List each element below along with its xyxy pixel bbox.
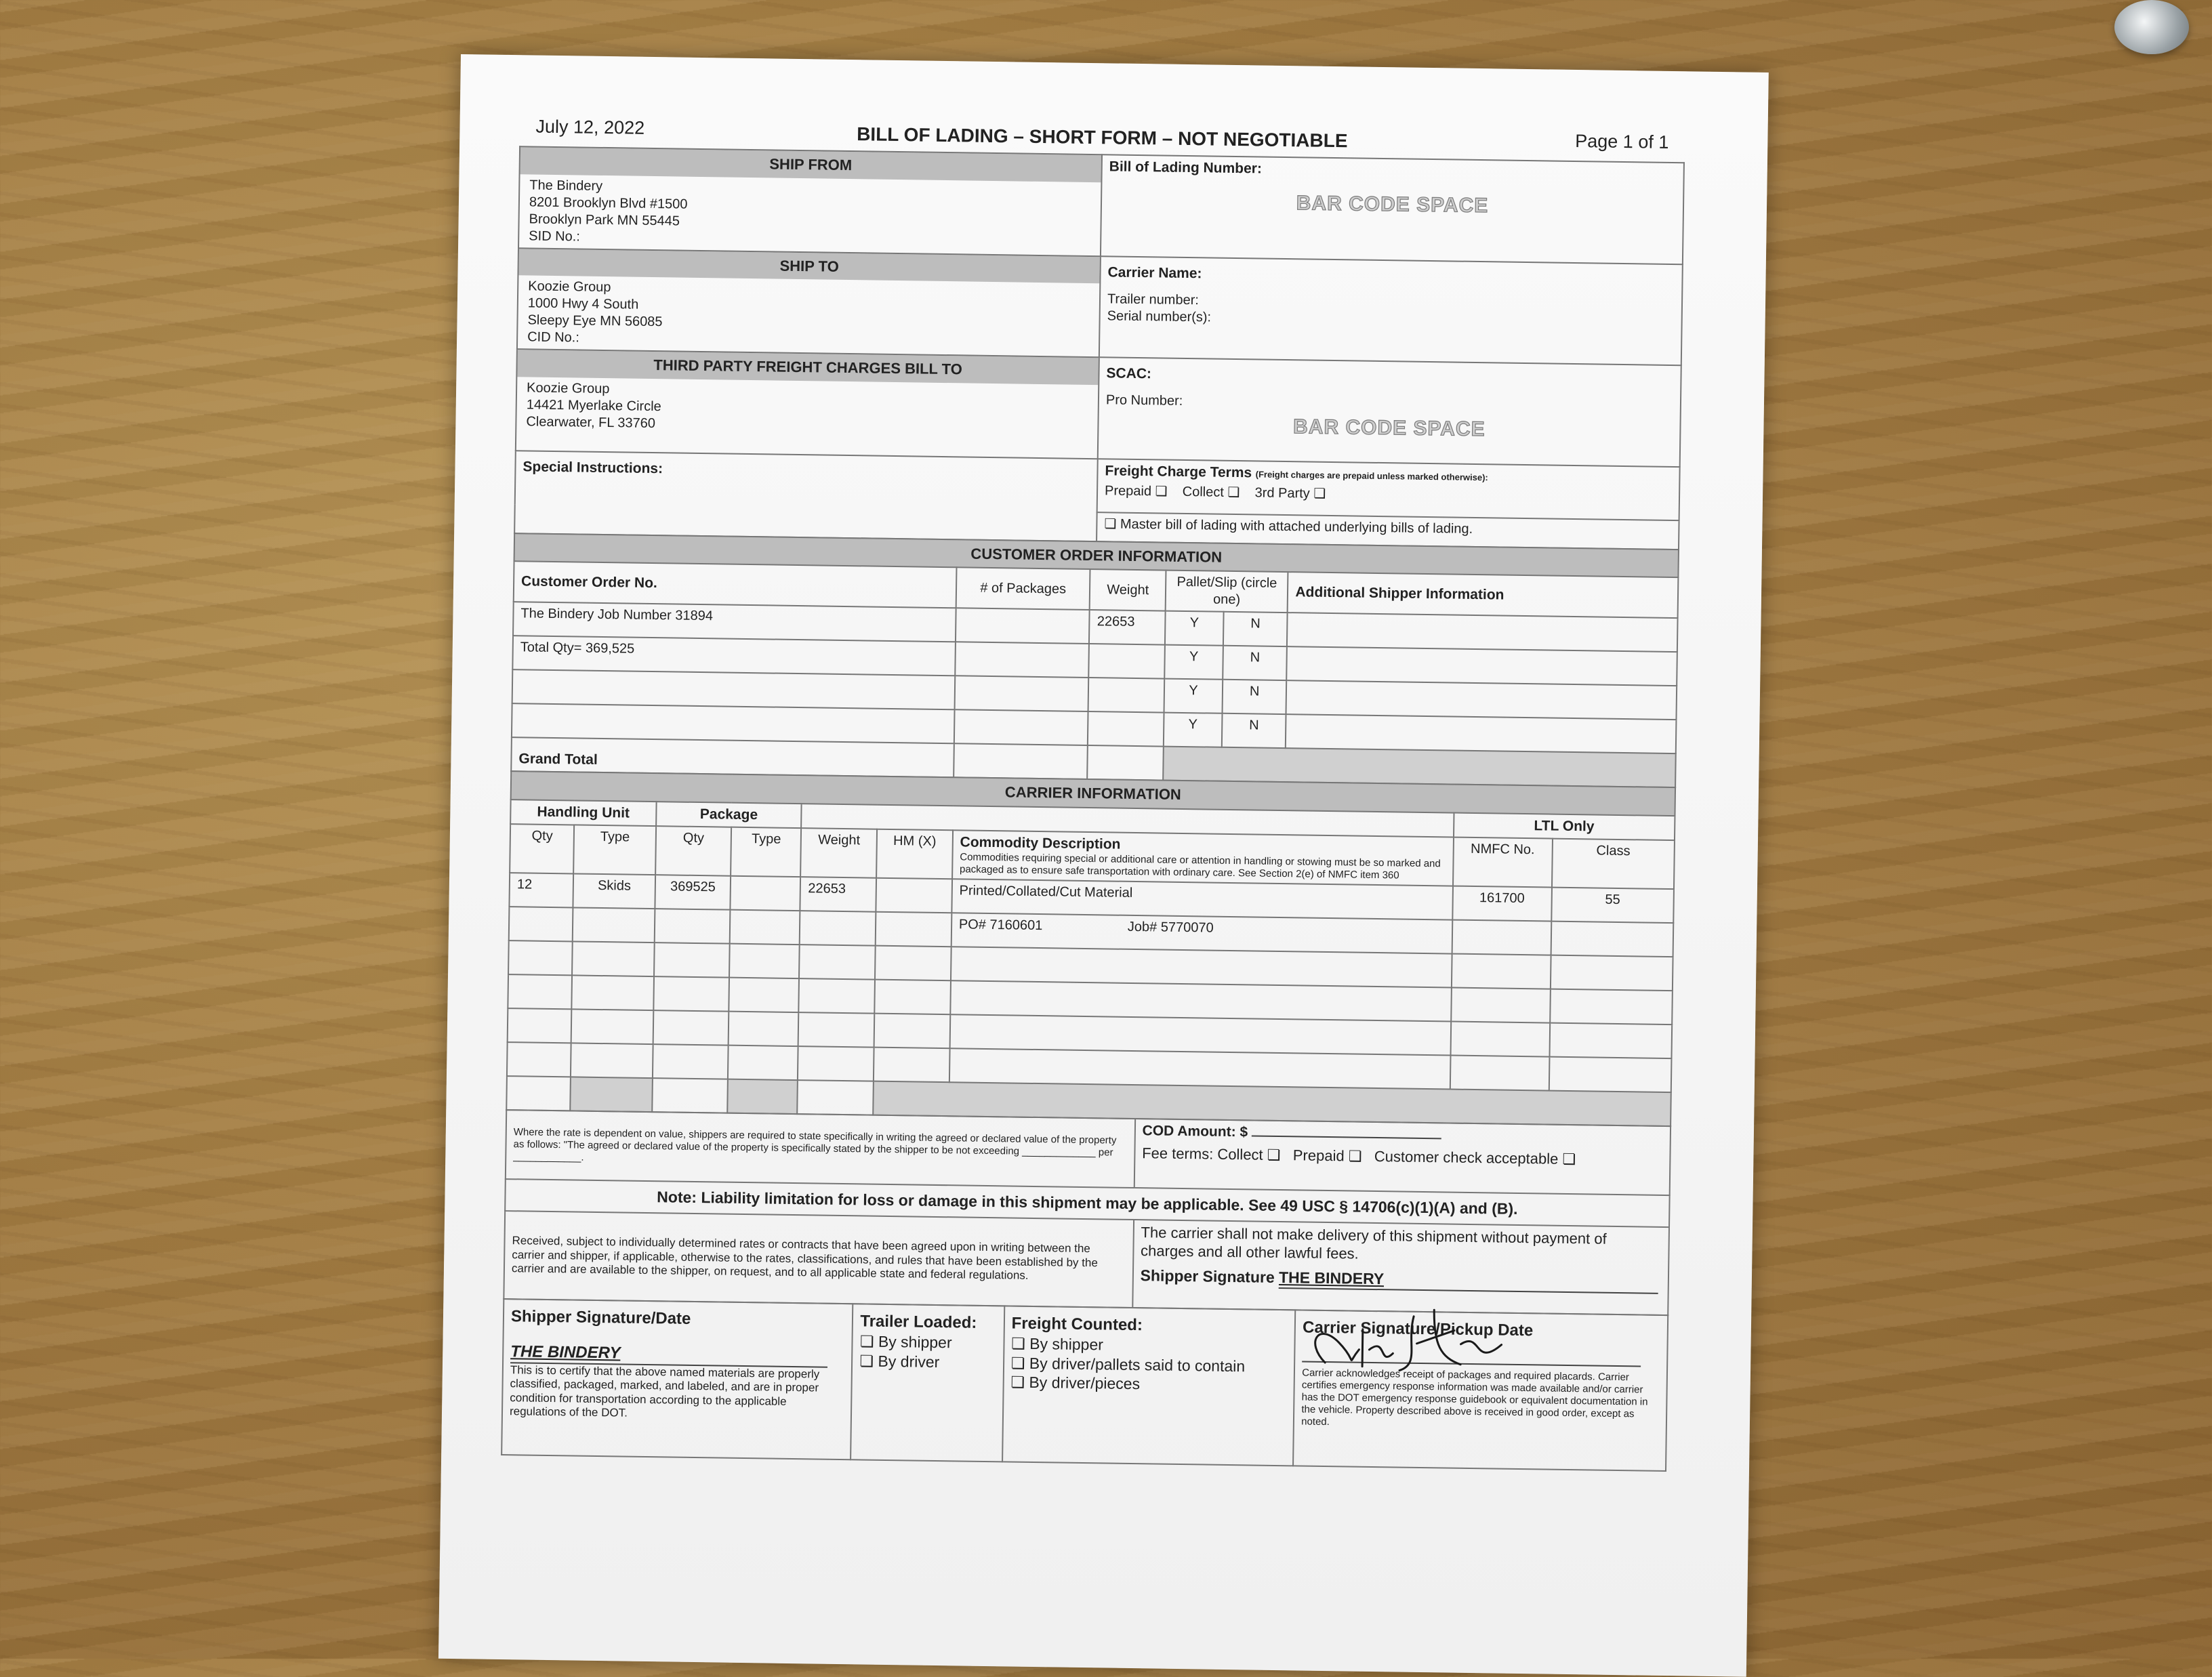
col-weight: Weight xyxy=(1090,569,1166,611)
handling-unit-header: Handling Unit xyxy=(510,800,656,826)
hu-type-header: Type xyxy=(574,825,656,875)
hu-type-cell: Skids xyxy=(573,873,655,909)
hm-cell xyxy=(876,878,952,913)
third-party-line: 14421 Myerlake Circle xyxy=(526,396,661,414)
ship-to-line: Sleepy Eye MN 56085 xyxy=(527,312,663,330)
bol-barcode-space: BAR CODE SPACE xyxy=(1296,192,1489,218)
ship-to-line: CID No.: xyxy=(527,329,580,346)
scac-label: SCAC: xyxy=(1106,365,1152,382)
shipper-signature-label: Shipper Signature xyxy=(1140,1266,1275,1286)
ship-from-address xyxy=(519,174,1101,255)
carrier-info-table xyxy=(506,770,1676,1127)
pro-number-label: Pro Number: xyxy=(1105,392,1183,409)
fee-collect-label: Fee terms: Collect xyxy=(1141,1144,1263,1163)
ship-to-line: 1000 Hwy 4 South xyxy=(527,295,639,312)
pallet-y[interactable]: Y xyxy=(1164,679,1223,713)
carrier-sig-label: Carrier Signature/Pickup Date xyxy=(1302,1318,1534,1340)
freight-counted-cell xyxy=(1002,1306,1296,1466)
value-note: Where the rate is dependent on value, shippers are required to state specifically in writing the agreed or declared value of the property as follows: "The agreed or declared value of the property is specifically stated by the shipper to be not exceeding _____________ per ____________. xyxy=(506,1110,1135,1188)
col-packages: # of Packages xyxy=(956,567,1090,610)
checkbox-icon[interactable]: ❏ xyxy=(1267,1146,1281,1164)
by-driver-label: By driver xyxy=(878,1352,940,1371)
fc-pieces-label: By driver/pieces xyxy=(1029,1373,1141,1393)
class-header: Class xyxy=(1552,838,1675,889)
packages-cell xyxy=(954,676,1088,711)
bol-number-cell xyxy=(1101,154,1684,264)
pallet-n[interactable]: N xyxy=(1223,612,1288,646)
checkbox-icon[interactable]: ❏ xyxy=(1155,484,1168,499)
freight-terms-note: (Freight charges are prepaid unless marked otherwise): xyxy=(1255,468,1488,482)
commodity-title: Commodity Description xyxy=(960,834,1121,852)
collect-option[interactable] xyxy=(1183,484,1240,500)
pallet-y[interactable]: Y xyxy=(1165,611,1224,646)
weight-cell: 22653 xyxy=(1089,610,1165,645)
pallet-y[interactable]: Y xyxy=(1164,713,1223,747)
hm-header: HM (X) xyxy=(876,829,953,879)
checkbox-icon[interactable]: ❏ xyxy=(1010,1373,1025,1392)
info-cell xyxy=(1286,680,1677,720)
checkbox-icon[interactable]: ❏ xyxy=(1562,1151,1576,1168)
package-header: Package xyxy=(656,802,802,828)
fc-shipper-label: By shipper xyxy=(1029,1334,1104,1354)
third-party-heading: THIRD PARTY FREIGHT CHARGES BILL TO xyxy=(517,350,1098,384)
pkg-qty-cell: 369525 xyxy=(655,875,731,910)
bol-form xyxy=(501,115,1685,1472)
nmfc-header: NMFC No. xyxy=(1453,837,1553,887)
weight-cell xyxy=(1088,711,1164,747)
ship-from-heading: SHIP FROM xyxy=(520,147,1101,182)
job-number: Job# 5770070 xyxy=(1127,919,1214,936)
ship-from-line: The Bindery xyxy=(529,177,603,194)
ship-from-line: Brooklyn Park MN 55445 xyxy=(529,211,680,229)
ship-from-line: SID No.: xyxy=(529,228,580,244)
order-no-cell: The Bindery Job Number 31894 xyxy=(513,602,956,642)
pkg-type-header: Type xyxy=(731,827,801,877)
hu-qty-cell: 12 xyxy=(509,873,573,907)
grand-total-label: Grand Total xyxy=(511,737,954,777)
ltl-only-header: LTL Only xyxy=(1454,812,1675,840)
checkbox-icon[interactable]: ❏ xyxy=(1011,1334,1026,1352)
pallet-y[interactable]: Y xyxy=(1164,645,1223,680)
order-no-cell: Total Qty= 369,525 xyxy=(512,636,955,676)
info-cell xyxy=(1287,646,1677,686)
ship-from-line: 8201 Brooklyn Blvd #1500 xyxy=(529,194,688,212)
carrier-delivery-cell xyxy=(1132,1220,1669,1315)
carrier-info-heading: CARRIER INFORMATION xyxy=(511,771,1675,815)
customer-order-heading: CUSTOMER ORDER INFORMATION xyxy=(514,533,1679,577)
bol-number-label: Bill of Lading Number: xyxy=(1109,159,1263,177)
bill-of-lading-sheet xyxy=(438,54,1769,1677)
carrier-handwritten-signature xyxy=(1298,1301,1530,1379)
trailer-loaded-cell xyxy=(851,1304,1004,1462)
ship-to-address xyxy=(518,275,1099,356)
fee-prepaid-label: Prepaid xyxy=(1292,1146,1345,1165)
carrier-delivery-note: The carrier shall not make delivery of this shipment without payment of charges and all other lawful fees. xyxy=(1140,1223,1607,1262)
order-no-cell xyxy=(512,703,954,743)
checkbox-icon[interactable]: ❏ xyxy=(1104,516,1117,532)
checkbox-icon[interactable]: ❏ xyxy=(859,1332,874,1350)
page-number: Page 1 of 1 xyxy=(1575,130,1669,152)
third-party-label: 3rd Party xyxy=(1254,485,1310,501)
trailer-loaded-label: Trailer Loaded: xyxy=(860,1312,977,1332)
checkbox-icon[interactable]: ❏ xyxy=(1313,486,1326,501)
serial-number-label: Serial number(s): xyxy=(1107,308,1212,325)
col-pallet-slip: Pallet/Slip (circle one) xyxy=(1166,571,1288,613)
pallet-n[interactable]: N xyxy=(1223,646,1287,680)
packages-cell xyxy=(955,642,1089,678)
cod-amount-field[interactable] xyxy=(1252,1135,1441,1139)
by-shipper-label: By shipper xyxy=(878,1332,952,1352)
special-instructions-cell xyxy=(514,451,1098,541)
scac-cell xyxy=(1098,357,1681,466)
shipper-signature-field[interactable] xyxy=(1279,1268,1658,1294)
ship-to-cell xyxy=(517,248,1101,357)
ship-to-heading: SHIP TO xyxy=(518,249,1099,283)
ship-from-cell xyxy=(518,146,1102,255)
shipper-sig-date-value: THE BINDERY xyxy=(510,1342,621,1363)
value-cod-table xyxy=(503,1109,1671,1316)
description-cell: Printed/Collated/Cut Material xyxy=(951,879,1452,919)
third-party-cell xyxy=(516,349,1099,458)
customer-order-table xyxy=(510,533,1679,788)
checkbox-icon[interactable]: ❏ xyxy=(859,1351,874,1370)
grand-total-weight xyxy=(1088,745,1164,781)
carrier-name-cell xyxy=(1099,256,1683,365)
checkbox-icon[interactable]: ❏ xyxy=(1010,1354,1025,1372)
third-party-line: Clearwater, FL 33760 xyxy=(526,413,656,431)
shipper-signature-value: THE BINDERY xyxy=(1278,1268,1385,1287)
cod-cell xyxy=(1134,1119,1671,1195)
carrier-name-label: Carrier Name: xyxy=(1107,264,1202,281)
checkbox-icon[interactable]: ❏ xyxy=(1348,1147,1362,1165)
packages-cell xyxy=(954,709,1088,745)
carrier-note: Carrier acknowledges receipt of packages and required placards. Carrier certifies emergency response information was made available and/or carrier has the DOT emergency response guidebook or equivalent documentation in the vehicle. Property described above is received in good order, except as noted. xyxy=(1301,1367,1648,1428)
order-no-cell xyxy=(512,669,955,709)
carrier-sig-cell xyxy=(1293,1310,1668,1471)
received-note: Received, subject to individually determined rates or contracts that have been agreed upon in writing between the carrier and shipper, if applicable, otherwise to the rates, classifications, and rules that have been established by the carrier and are available to the shipper, on request, and to all applicable state and federal regulations. xyxy=(504,1211,1133,1308)
col-additional-info: Additional Shipper Information xyxy=(1288,572,1678,618)
signature-table xyxy=(501,1298,1668,1472)
weight-cell: 22653 xyxy=(800,877,876,912)
weight-cell xyxy=(1089,644,1165,679)
packages-cell xyxy=(956,608,1090,644)
cod-label: COD Amount: $ xyxy=(1142,1123,1248,1140)
form-title: BILL OF LADING – SHORT FORM – NOT NEGOTIABLE xyxy=(856,123,1348,152)
third-party-address xyxy=(516,377,1098,458)
prepaid-option[interactable] xyxy=(1105,483,1168,499)
fc-pallets-label: By driver/pallets said to contain xyxy=(1029,1354,1246,1375)
po-number: PO# 7160601 xyxy=(958,917,1043,934)
form-date: July 12, 2022 xyxy=(535,116,645,138)
address-table xyxy=(514,146,1685,550)
grand-total-packages xyxy=(954,743,1088,779)
master-bol-label: Master bill of lading with attached underlying bills of lading. xyxy=(1120,516,1473,537)
special-instructions-label: Special Instructions: xyxy=(523,458,663,476)
ship-to-line: Koozie Group xyxy=(528,278,611,295)
trailer-number-label: Trailer number: xyxy=(1107,291,1200,308)
shipper-certification: This is to certify that the above named materials are properly classified, packaged, marked, and labeled, and are in proper condition for transportation according to the applicable regulations of the DOT. xyxy=(509,1363,820,1420)
pkg-qty-header: Qty xyxy=(655,826,732,876)
freight-terms-cell xyxy=(1097,459,1680,520)
freight-terms-label: Freight Charge Terms xyxy=(1105,462,1252,480)
pkg-type-cell xyxy=(731,876,801,911)
customer-check-label: Customer check acceptable xyxy=(1374,1148,1559,1168)
liability-note: Note: Liability limitation for loss or damage in this shipment may be applicable. See 49 USC § 14706(c)(1)(A) and (B). xyxy=(505,1179,1669,1227)
weight-header: Weight xyxy=(801,828,878,878)
col-customer-order-no: Customer Order No. xyxy=(514,561,957,608)
checkbox-icon[interactable]: ❏ xyxy=(1227,484,1240,500)
third-party-line: Koozie Group xyxy=(526,379,610,396)
third-party-option[interactable] xyxy=(1254,485,1326,501)
info-cell xyxy=(1286,714,1676,753)
pallet-n[interactable]: N xyxy=(1222,713,1286,748)
hu-qty-header: Qty xyxy=(510,824,574,874)
pallet-n[interactable]: N xyxy=(1222,680,1286,714)
prepaid-label: Prepaid xyxy=(1104,483,1152,499)
class-cell: 55 xyxy=(1551,888,1674,924)
shipper-sig-cell xyxy=(501,1299,853,1459)
weight-cell xyxy=(1088,678,1164,713)
info-cell xyxy=(1287,613,1677,652)
pro-barcode-space: BAR CODE SPACE xyxy=(1292,415,1486,441)
nmfc-cell: 161700 xyxy=(1452,886,1552,922)
metal-pin xyxy=(2114,0,2189,54)
collect-label: Collect xyxy=(1182,484,1225,500)
shipper-sig-date-label: Shipper Signature/Date xyxy=(510,1306,691,1328)
freight-counted-label: Freight Counted: xyxy=(1011,1314,1143,1334)
commodity-header xyxy=(952,830,1454,886)
commodity-note: Commodities requiring special or additional care or attention in handling or stowing must be so marked and packaged as to ensure safe transportation with ordinary care. See Section 2(e) of NMFC item 360 xyxy=(959,851,1441,882)
